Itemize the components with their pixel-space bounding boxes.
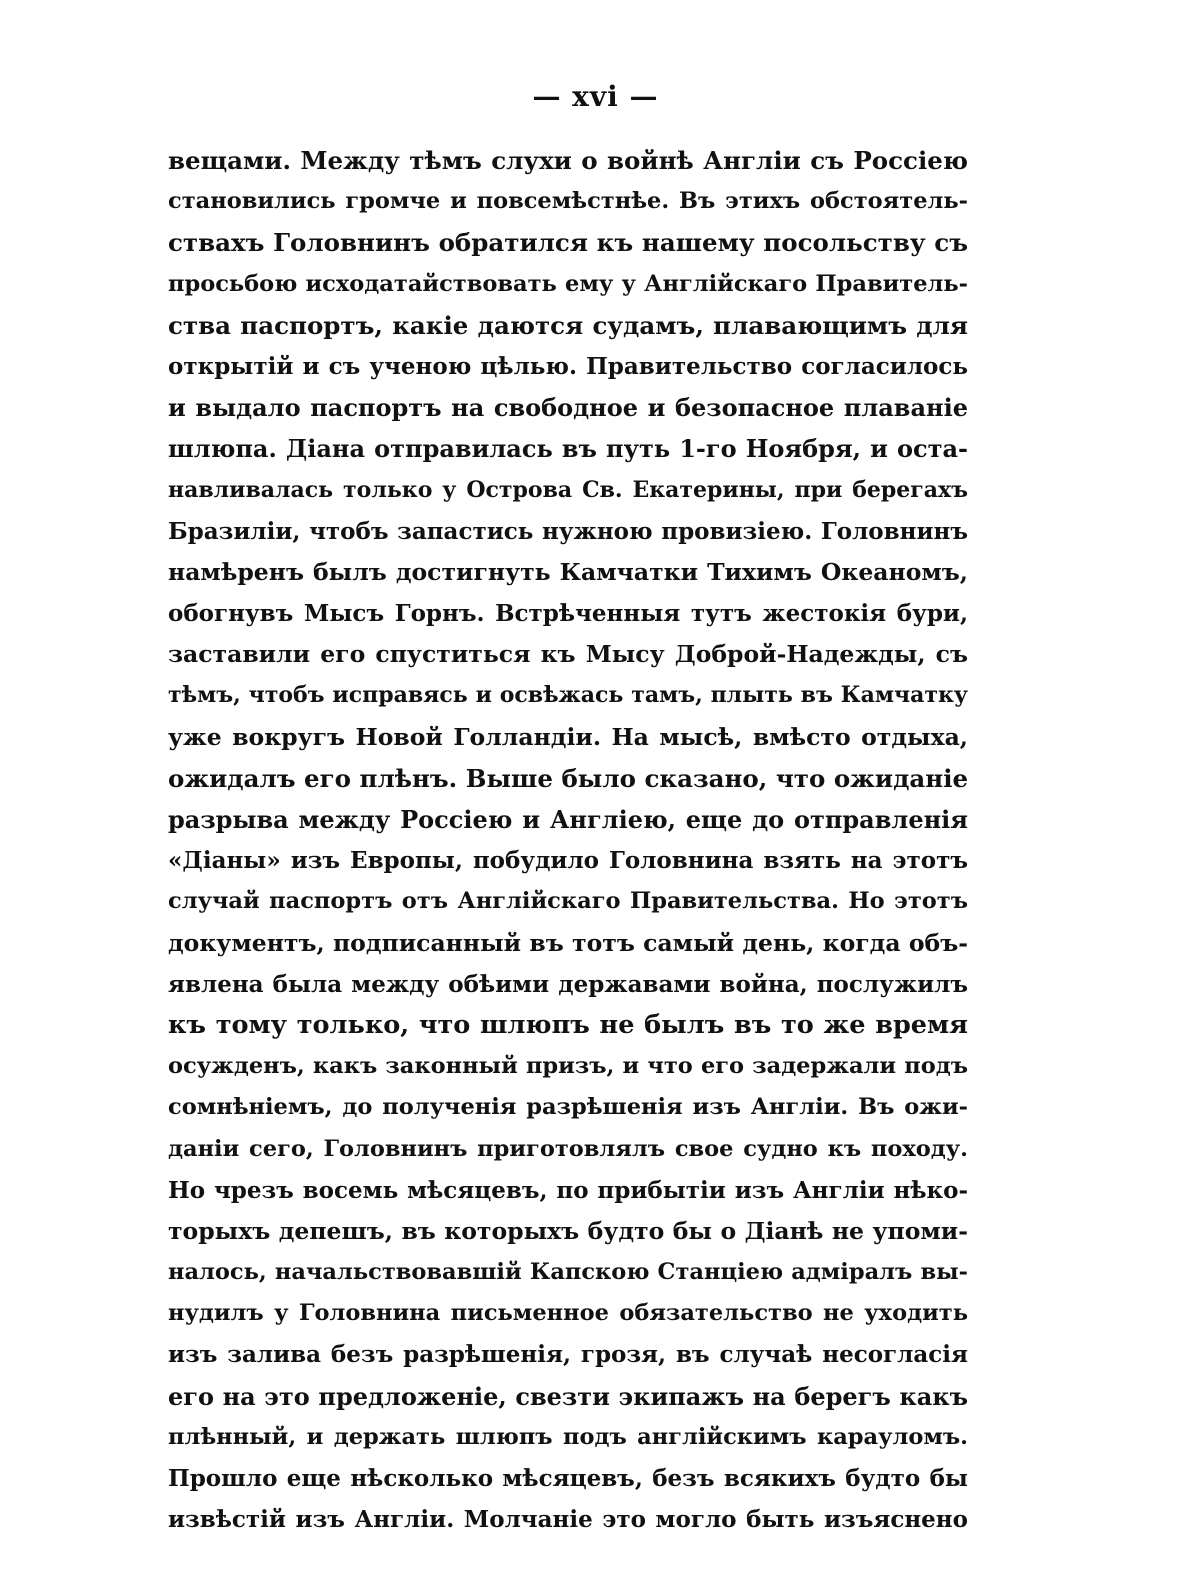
text-line: ожидалъ его плѣнъ. Выше было сказано, что ожиданіе [168, 763, 968, 793]
text-line: его на это предложеніе, свезти экипажъ на берегъ какъ [168, 1381, 968, 1411]
text-line: даніи сего, Головнинъ приготовлялъ свое судно къ походу. [168, 1135, 968, 1162]
text-line: Бразиліи, чтобъ запастись нужною провизіею. Головнинъ [168, 517, 968, 545]
text-line: осужденъ, какъ законный призъ, и что его задержали подъ [168, 1053, 968, 1080]
text-line: заставили его спуститься къ Мысу Доброй-Надежды, съ [168, 640, 968, 669]
text-line: сомнѣніемъ, до полученія разрѣшенія изъ Англіи. Въ ожи- [168, 1094, 968, 1121]
text-line: уже вокругъ Новой Голландіи. На мысѣ, вмѣсто отдыха, [168, 722, 968, 751]
text-line: извѣстій изъ Англіи. Молчаніе это могло быть изъяснено [168, 1506, 968, 1534]
text-line: тѣмъ, чтобъ исправясь и освѣжась тамъ, плыть въ Камчатку [168, 682, 968, 709]
page-number: — xvi — [532, 80, 659, 113]
text-line: и выдало паспортъ на свободное и безопасное плаваніе [168, 393, 968, 423]
text-line: Прошло еще нѣсколько мѣсяцевъ, безъ всякихъ будто бы [168, 1465, 968, 1492]
text-line: Но чрезъ восемь мѣсяцевъ, по прибытіи изъ Англіи нѣко- [168, 1176, 968, 1204]
body-text [168, 140, 968, 1540]
text-line: налось, начальствовавшій Капскою Станціею адміралъ вы- [168, 1259, 968, 1286]
text-line: плѣнный, и держать шлюпъ подъ англійскимъ карауломъ. [168, 1423, 968, 1450]
text-line: навливалась только у Острова Св. Екатерины, при берегахъ [168, 476, 968, 503]
text-line: изъ залива безъ разрѣшенія, грозя, въ случаѣ несогласія [168, 1341, 968, 1369]
text-line: просьбою исходатайствовать ему у Англійскаго Правитель- [168, 270, 968, 297]
text-line: шлюпа. Діана отправилась въ путь 1-го Ноября, и оста- [168, 434, 968, 464]
text-line: разрыва между Россіею и Англіею, еще до отправленія [168, 805, 968, 834]
text-line: явлена была между обѣими державами война, послужилъ [168, 970, 968, 998]
text-line: «Діаны» изъ Европы, побудило Головнина взять на этотъ [168, 847, 968, 875]
text-line: случай паспортъ отъ Англійскаго Правительства. Но этотъ [168, 888, 968, 915]
text-line: къ тому только, что шлюпъ не былъ въ то же время [168, 1009, 968, 1040]
text-line: ства паспортъ, какіе даются судамъ, плавающимъ для [168, 310, 968, 340]
text-line: ствахъ Головнинъ обратился къ нашему посольству съ [168, 228, 968, 258]
text-line: становились громче и повсемѣстнѣе. Въ этихъ обстоятель- [168, 188, 968, 215]
text-line: торыхъ депешъ, въ которыхъ будто бы о Діанѣ не упоми- [168, 1216, 968, 1245]
text-line: нудилъ у Головнина письменное обязательство не уходить [168, 1300, 968, 1327]
text-line: намѣренъ былъ достигнуть Камчатки Тихимъ Океаномъ, [168, 557, 968, 586]
text-line: обогнувъ Мысъ Горнъ. Встрѣченныя тутъ жестокія бури, [168, 600, 968, 628]
text-line: открытій и съ ученою цѣлью. Правительство согласилось [168, 352, 968, 380]
text-line: документъ, подписанный въ тотъ самый день, когда объ- [168, 928, 968, 957]
text-line: вещами. Между тѣмъ слухи о войнѣ Англіи съ Россіею [168, 146, 968, 175]
